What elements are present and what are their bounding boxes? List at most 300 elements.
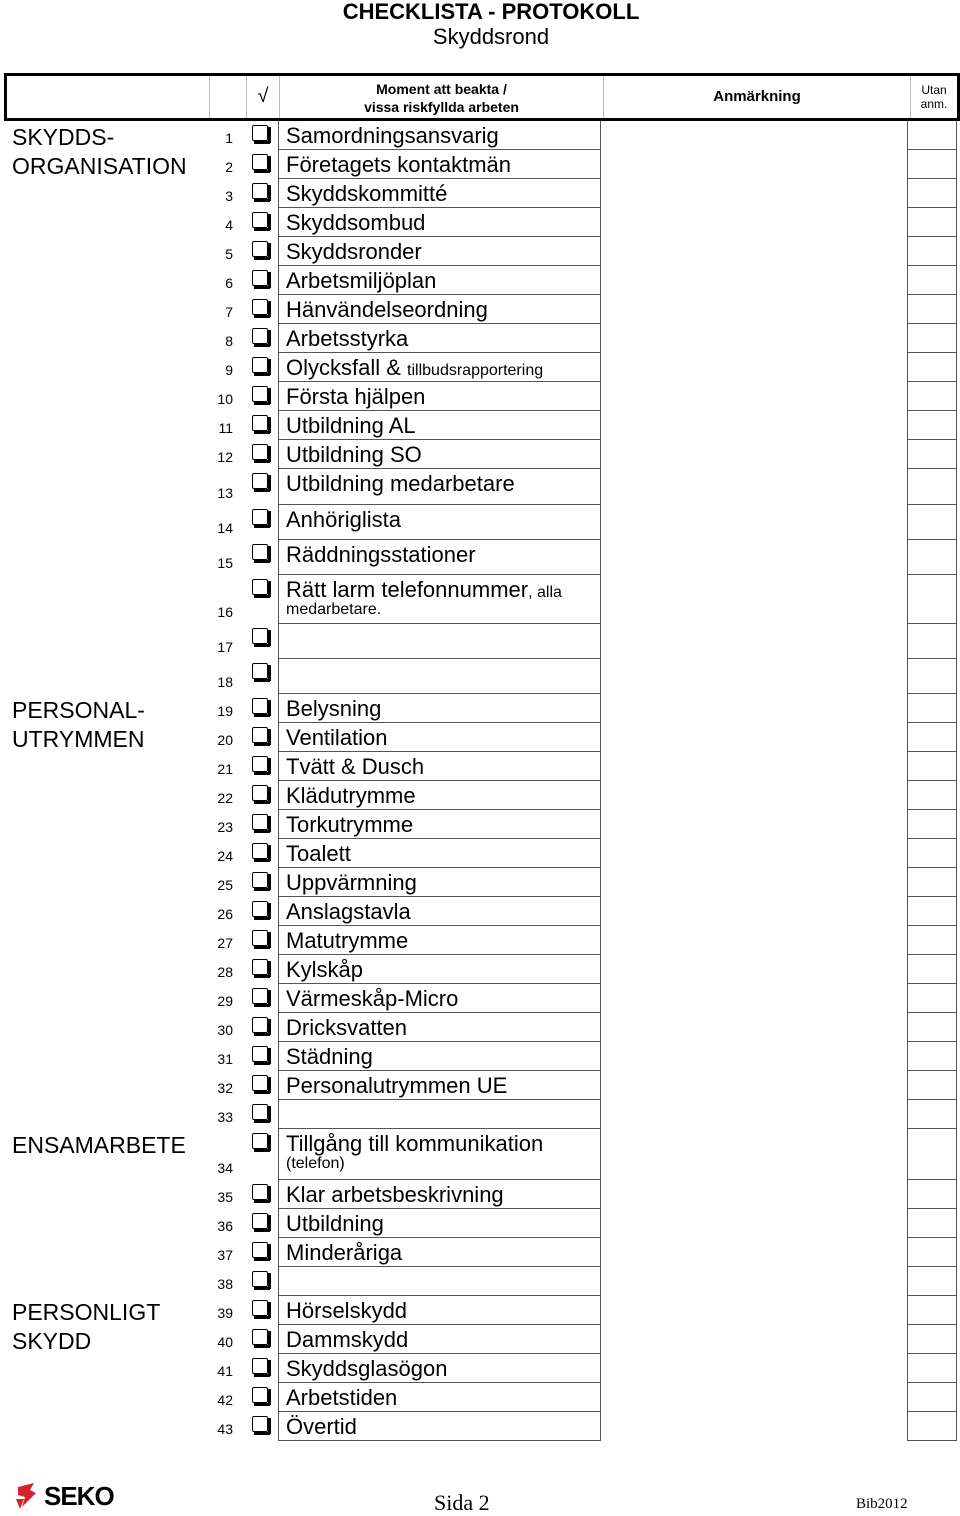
checkbox-icon[interactable]: [252, 1358, 268, 1374]
utan-anm-cell[interactable]: [907, 1354, 957, 1383]
utan-anm-cell[interactable]: [907, 324, 957, 353]
utan-anm-cell[interactable]: [907, 121, 957, 150]
row-number: 20: [217, 732, 233, 748]
anmarkning-cell[interactable]: [600, 121, 907, 150]
anmarkning-cell[interactable]: [600, 540, 907, 575]
moment-cell: [278, 1354, 600, 1383]
checkbox-icon[interactable]: [252, 1104, 268, 1120]
anmarkning-cell[interactable]: [600, 723, 907, 752]
moment-text: [286, 469, 515, 501]
moment-label: Första hjälpen: [286, 384, 426, 409]
checkbox-icon[interactable]: [252, 1017, 268, 1033]
moment-cell: [278, 955, 600, 984]
moment-cell: [278, 1129, 600, 1180]
checkbox-icon[interactable]: [252, 663, 268, 679]
moment-text: [286, 752, 424, 784]
utan-anm-cell[interactable]: [907, 266, 957, 295]
moment-cell: [278, 295, 600, 324]
row-number: 1: [225, 130, 233, 146]
checkbox-icon[interactable]: [252, 125, 268, 141]
checkbox-icon[interactable]: [252, 241, 268, 257]
moment-label: Toalett: [286, 841, 351, 866]
checkbox-icon[interactable]: [252, 959, 268, 975]
checkbox-icon[interactable]: [252, 473, 268, 489]
moment-text: [286, 440, 422, 472]
moment-label-small: , alla: [528, 584, 562, 601]
moment-cell: [278, 150, 600, 179]
utan-anm-cell[interactable]: [907, 1412, 957, 1441]
anmarkning-cell[interactable]: [600, 179, 907, 208]
utan-anm-cell[interactable]: [907, 752, 957, 781]
anmarkning-cell[interactable]: [600, 266, 907, 295]
table-header: [4, 73, 960, 121]
utan-anm-cell[interactable]: [907, 1042, 957, 1071]
anmarkning-cell[interactable]: [600, 1238, 907, 1267]
anmarkning-cell[interactable]: [600, 839, 907, 868]
utan-anm-cell[interactable]: [907, 1209, 957, 1238]
checkbox-icon[interactable]: [252, 1213, 268, 1229]
moment-cell: [278, 440, 600, 469]
checkbox-icon[interactable]: [252, 814, 268, 830]
anmarkning-cell[interactable]: [600, 440, 907, 469]
moment-text: [286, 1013, 407, 1045]
moment-label: Skyddsronder: [286, 239, 422, 264]
table-row: [0, 1412, 960, 1441]
moment-label: Hörselskydd: [286, 1298, 408, 1323]
moment-text: [286, 781, 416, 813]
checkbox-icon[interactable]: [252, 579, 268, 595]
utan-anm-cell[interactable]: [907, 1383, 957, 1412]
anmarkning-cell[interactable]: [600, 411, 907, 440]
checkbox-icon[interactable]: [252, 901, 268, 917]
row-number: 18: [217, 674, 233, 690]
row-number: 34: [217, 1160, 233, 1176]
row-number: 36: [217, 1218, 233, 1234]
checkbox-icon[interactable]: [252, 756, 268, 772]
table-row: [0, 810, 960, 839]
moment-cell: [278, 868, 600, 897]
moment-text: [286, 1071, 507, 1103]
moment-text: [286, 868, 417, 900]
utan-anm-cell[interactable]: [907, 1296, 957, 1325]
moment-label: Utbildning: [286, 1211, 384, 1236]
moment-text: [286, 237, 422, 269]
anmarkning-cell[interactable]: [600, 694, 907, 723]
anmarkning-cell[interactable]: [600, 984, 907, 1013]
utan-anm-cell[interactable]: [907, 353, 957, 382]
checkbox-icon[interactable]: [252, 1046, 268, 1062]
anmarkning-cell[interactable]: [600, 324, 907, 353]
header-anmarkning: Anmärkning: [603, 76, 910, 118]
anmarkning-cell[interactable]: [600, 208, 907, 237]
moment-label: Matutrymme: [286, 928, 409, 953]
anmarkning-cell[interactable]: [600, 237, 907, 266]
row-number: 32: [217, 1080, 233, 1096]
table-row: [0, 1267, 960, 1296]
seko-logo: [14, 1480, 114, 1512]
header-utan-line1: Utan: [921, 83, 947, 97]
checkbox-icon[interactable]: [252, 727, 268, 743]
utan-anm-cell[interactable]: [907, 694, 957, 723]
anmarkning-cell[interactable]: [600, 382, 907, 411]
checkbox-icon[interactable]: [252, 785, 268, 801]
moment-text: [286, 382, 425, 414]
checkbox-icon[interactable]: [252, 1387, 268, 1403]
utan-anm-cell[interactable]: [907, 926, 957, 955]
anmarkning-cell[interactable]: [600, 1325, 907, 1354]
utan-anm-cell[interactable]: [907, 382, 957, 411]
table-row: [0, 1354, 960, 1383]
category-label-line2: SKYDD: [12, 1328, 92, 1354]
moment-cell: [278, 1325, 600, 1354]
moment-label: Utbildning SO: [286, 442, 422, 467]
anmarkning-cell[interactable]: [600, 810, 907, 839]
checkbox-icon[interactable]: [252, 415, 268, 431]
row-number: 3: [225, 188, 233, 204]
row-number: 30: [217, 1022, 233, 1038]
moment-text: [286, 723, 388, 755]
table-row: [0, 694, 960, 723]
moment-cell: [278, 1267, 600, 1296]
checkbox-icon[interactable]: [252, 154, 268, 170]
row-number: 10: [217, 391, 233, 407]
utan-anm-cell[interactable]: [907, 1238, 957, 1267]
checkbox-icon[interactable]: [252, 212, 268, 228]
table-row: [0, 659, 960, 694]
table-row: [0, 781, 960, 810]
anmarkning-cell[interactable]: [600, 1071, 907, 1100]
table-row: [0, 897, 960, 926]
utan-anm-cell[interactable]: [907, 1129, 957, 1180]
checkbox-icon[interactable]: [252, 299, 268, 315]
category-label-line1: PERSONAL-: [12, 697, 145, 723]
header-number-cell: [209, 76, 246, 118]
table-row: [0, 295, 960, 324]
table-row: [0, 469, 960, 505]
checkbox-icon[interactable]: [252, 544, 268, 560]
utan-anm-cell[interactable]: [907, 440, 957, 469]
moment-text: [286, 121, 499, 153]
utan-anm-cell[interactable]: [907, 505, 957, 540]
table-row: [0, 1238, 960, 1267]
header-check-mark: √: [246, 76, 279, 118]
utan-anm-cell[interactable]: [907, 1325, 957, 1354]
utan-anm-cell[interactable]: [907, 150, 957, 179]
moment-cell: [278, 237, 600, 266]
moment-cell: [278, 897, 600, 926]
checkbox-icon[interactable]: [252, 628, 268, 644]
utan-anm-cell[interactable]: [907, 295, 957, 324]
anmarkning-cell[interactable]: [600, 1296, 907, 1325]
moment-cell: [278, 208, 600, 237]
utan-anm-cell[interactable]: [907, 839, 957, 868]
moment-cell: [278, 1209, 600, 1238]
table-row: [0, 1071, 960, 1100]
table-row: [0, 540, 960, 575]
moment-text: [286, 1296, 407, 1328]
category-label-line1: ENSAMARBETE: [12, 1132, 186, 1158]
table-row: [0, 505, 960, 540]
moment-cell: [278, 1042, 600, 1071]
checkbox-icon[interactable]: [252, 1184, 268, 1200]
page-title: CHECKLISTA - PROTOKOLL: [342, 0, 640, 24]
moment-cell: [278, 505, 600, 540]
anmarkning-cell[interactable]: [600, 295, 907, 324]
anmarkning-cell[interactable]: [600, 505, 907, 540]
utan-anm-cell[interactable]: [907, 411, 957, 440]
moment-text: [286, 266, 436, 298]
moment-text: [286, 505, 401, 537]
moment-label: Tillgång till kommunikation: [286, 1131, 544, 1156]
utan-anm-cell[interactable]: [907, 1267, 957, 1296]
moment-sublabel: medarbetare.: [286, 601, 382, 618]
moment-cell: [278, 575, 600, 624]
utan-anm-cell[interactable]: [907, 1071, 957, 1100]
checkbox-icon[interactable]: [252, 1329, 268, 1345]
row-number: 38: [217, 1276, 233, 1292]
anmarkning-cell[interactable]: [600, 752, 907, 781]
row-number: 2: [225, 159, 233, 175]
utan-anm-cell[interactable]: [907, 1013, 957, 1042]
moment-text: [286, 810, 413, 842]
moment-label-small: tillbudsrapportering: [407, 362, 544, 379]
utan-anm-cell[interactable]: [907, 469, 957, 505]
header-category-cell: [7, 76, 209, 118]
header-moment-line2: vissa riskfyllda arbeten: [364, 99, 519, 115]
moment-cell: [278, 353, 600, 382]
moment-text: [286, 1180, 504, 1212]
moment-text: [286, 411, 416, 443]
table-row: [0, 237, 960, 266]
moment-cell: [278, 723, 600, 752]
moment-label: Arbetstiden: [286, 1385, 398, 1410]
anmarkning-cell[interactable]: [600, 1412, 907, 1441]
utan-anm-cell[interactable]: [907, 540, 957, 575]
row-number: 8: [225, 333, 233, 349]
moment-label: Uppvärmning: [286, 870, 417, 895]
moment-label: Anslagstavla: [286, 899, 411, 924]
table-row: [0, 624, 960, 659]
moment-label: Klädutrymme: [286, 783, 416, 808]
moment-text: [286, 694, 381, 726]
utan-anm-cell[interactable]: [907, 575, 957, 624]
header-utan-anm: [910, 76, 957, 118]
seko-logo-text: SEKO: [44, 1480, 114, 1511]
moment-text: [286, 1042, 373, 1074]
utan-anm-cell[interactable]: [907, 179, 957, 208]
table-row: [0, 575, 960, 624]
row-number: 5: [225, 246, 233, 262]
moment-label: Dammskydd: [286, 1327, 409, 1352]
checkbox-icon[interactable]: [252, 1133, 268, 1149]
moment-label: Företagets kontaktmän: [286, 152, 512, 177]
table-row: [0, 723, 960, 752]
anmarkning-cell[interactable]: [600, 1100, 907, 1129]
moment-label: Utbildning medarbetare: [286, 471, 515, 496]
checkbox-icon[interactable]: [252, 183, 268, 199]
table-row: [0, 1013, 960, 1042]
anmarkning-cell[interactable]: [600, 868, 907, 897]
table-row: [0, 752, 960, 781]
moment-cell: [278, 781, 600, 810]
moment-label: Minderåriga: [286, 1240, 403, 1265]
anmarkning-cell[interactable]: [600, 469, 907, 505]
moment-label: Arbetsstyrka: [286, 326, 409, 351]
moment-cell: [278, 1071, 600, 1100]
row-number: 27: [217, 935, 233, 951]
moment-cell: [278, 1013, 600, 1042]
utan-anm-cell[interactable]: [907, 810, 957, 839]
table-row: [0, 955, 960, 984]
row-number: 13: [217, 485, 233, 501]
moment-label: Hänvändelseordning: [286, 297, 488, 322]
moment-cell: [278, 382, 600, 411]
checkbox-icon[interactable]: [252, 1271, 268, 1287]
table-row: [0, 839, 960, 868]
moment-label: Olycksfall &: [286, 355, 408, 380]
category-label-line2: UTRYMMEN: [12, 726, 145, 752]
row-number: 40: [217, 1334, 233, 1350]
row-number: 39: [217, 1305, 233, 1321]
checkbox-icon[interactable]: [252, 698, 268, 714]
moment-cell: [278, 624, 600, 659]
moment-text: [286, 1354, 447, 1386]
anmarkning-cell[interactable]: [600, 955, 907, 984]
row-number: 14: [217, 520, 233, 536]
utan-anm-cell[interactable]: [907, 624, 957, 659]
checkbox-icon[interactable]: [252, 872, 268, 888]
anmarkning-cell[interactable]: [600, 1354, 907, 1383]
anmarkning-cell[interactable]: [600, 1042, 907, 1071]
moment-cell: [278, 411, 600, 440]
header-utan-line2: anm.: [920, 97, 948, 111]
checkbox-icon[interactable]: [252, 930, 268, 946]
moment-text: [286, 1383, 397, 1415]
moment-cell: [278, 984, 600, 1013]
checkbox-icon[interactable]: [252, 988, 268, 1004]
row-number: 33: [217, 1109, 233, 1125]
row-number: 4: [225, 217, 233, 233]
category-label-line1: PERSONLIGT: [12, 1299, 161, 1325]
checkbox-icon[interactable]: [252, 270, 268, 286]
checkbox-icon[interactable]: [252, 1075, 268, 1091]
checkbox-icon[interactable]: [252, 1242, 268, 1258]
moment-cell: [278, 324, 600, 353]
category-label-line1: SKYDDS-: [12, 124, 115, 150]
moment-text: [286, 150, 511, 182]
moment-cell: [278, 926, 600, 955]
row-number: 15: [217, 555, 233, 571]
utan-anm-cell[interactable]: [907, 1100, 957, 1129]
anmarkning-cell[interactable]: [600, 575, 907, 624]
checklist-table: [0, 121, 960, 1439]
utan-anm-cell[interactable]: [907, 237, 957, 266]
utan-anm-cell[interactable]: [907, 868, 957, 897]
anmarkning-cell[interactable]: [600, 1129, 907, 1180]
utan-anm-cell[interactable]: [907, 984, 957, 1013]
anmarkning-cell[interactable]: [600, 897, 907, 926]
row-number: 24: [217, 848, 233, 864]
anmarkning-cell[interactable]: [600, 1180, 907, 1209]
utan-anm-cell[interactable]: [907, 955, 957, 984]
checkbox-icon[interactable]: [252, 1416, 268, 1432]
moment-label: Tvätt & Dusch: [286, 754, 425, 779]
anmarkning-cell[interactable]: [600, 150, 907, 179]
row-number: 23: [217, 819, 233, 835]
utan-anm-cell[interactable]: [907, 723, 957, 752]
anmarkning-cell[interactable]: [600, 353, 907, 382]
anmarkning-cell[interactable]: [600, 926, 907, 955]
page-subtitle: Skyddsrond: [432, 24, 550, 49]
checkbox-icon[interactable]: [252, 386, 268, 402]
checkbox-icon[interactable]: [252, 357, 268, 373]
row-number: 21: [217, 761, 233, 777]
moment-cell: [278, 1296, 600, 1325]
table-row: [0, 1129, 960, 1180]
moment-label: Belysning: [286, 696, 382, 721]
moment-cell: [278, 121, 600, 150]
category-label-line2: ORGANISATION: [12, 153, 187, 179]
moment-label: Klar arbetsbeskrivning: [286, 1182, 504, 1207]
table-row: [0, 179, 960, 208]
moment-label: Övertid: [286, 1414, 357, 1439]
anmarkning-cell[interactable]: [600, 1267, 907, 1296]
moment-label: Torkutrymme: [286, 812, 414, 837]
document-id: Bib2012: [856, 1496, 908, 1512]
checkbox-icon[interactable]: [252, 328, 268, 344]
table-row: [0, 353, 960, 382]
anmarkning-cell[interactable]: [600, 1383, 907, 1412]
moment-cell: [278, 1412, 600, 1441]
table-row: [0, 926, 960, 955]
anmarkning-cell[interactable]: [600, 1013, 907, 1042]
moment-label: Rätt larm telefonnummer: [286, 577, 529, 602]
table-row: [0, 266, 960, 295]
table-row: [0, 984, 960, 1013]
utan-anm-cell[interactable]: [907, 208, 957, 237]
table-row: [0, 150, 960, 179]
checkbox-icon[interactable]: [252, 843, 268, 859]
anmarkning-cell[interactable]: [600, 1209, 907, 1238]
table-row: [0, 382, 960, 411]
checkbox-icon[interactable]: [252, 444, 268, 460]
row-number: 19: [217, 703, 233, 719]
utan-anm-cell[interactable]: [907, 897, 957, 926]
moment-text: [286, 955, 363, 987]
anmarkning-cell[interactable]: [600, 659, 907, 694]
row-number: 35: [217, 1189, 233, 1205]
table-row: [0, 411, 960, 440]
anmarkning-cell[interactable]: [600, 781, 907, 810]
utan-anm-cell[interactable]: [907, 781, 957, 810]
row-number: 37: [217, 1247, 233, 1263]
anmarkning-cell[interactable]: [600, 624, 907, 659]
row-number: 29: [217, 993, 233, 1009]
checkbox-icon[interactable]: [252, 509, 268, 525]
moment-text: [286, 179, 447, 211]
moment-cell: [278, 179, 600, 208]
checkbox-icon[interactable]: [252, 1300, 268, 1316]
moment-label: Skyddsglasögon: [286, 1356, 448, 1381]
utan-anm-cell[interactable]: [907, 659, 957, 694]
moment-text: [286, 208, 425, 240]
row-number: 7: [225, 304, 233, 320]
utan-anm-cell[interactable]: [907, 1180, 957, 1209]
moment-label: Städning: [286, 1044, 373, 1069]
moment-cell: [278, 839, 600, 868]
table-row: [0, 324, 960, 353]
moment-text: [286, 839, 351, 871]
